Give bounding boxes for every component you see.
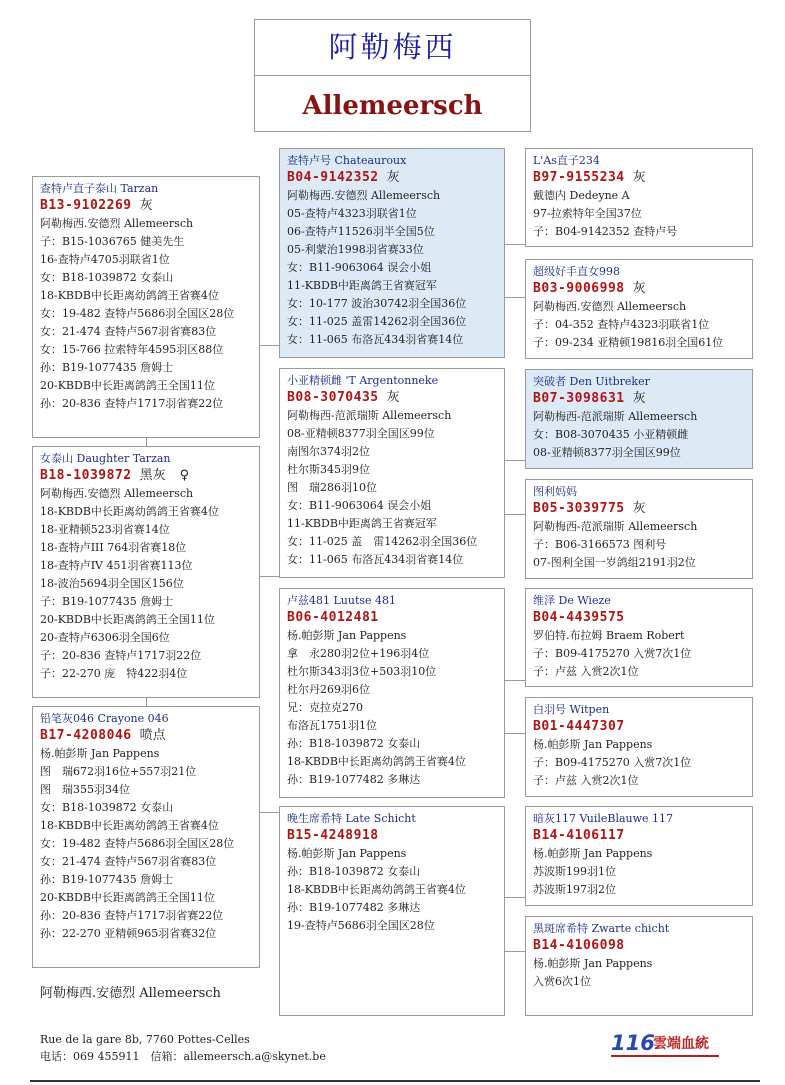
result-line: 孙：B19-1077435 詹姆士 bbox=[40, 873, 174, 886]
pigeon-card-dam bbox=[279, 368, 505, 578]
result-line: 杜尔丹269羽6位 bbox=[287, 683, 370, 696]
connector-line bbox=[146, 697, 147, 706]
result-line: 阿勒梅西.安德烈 Allemeersch bbox=[533, 300, 687, 313]
connector-line bbox=[504, 514, 526, 515]
result-line: 女：B11-9063064 误会小姐 bbox=[287, 261, 432, 274]
result-line: 11-KBDB中距离鸽王省赛冠军 bbox=[287, 517, 437, 530]
pigeon-name: 查特卢号 Chateauroux bbox=[287, 154, 407, 167]
bottom-rule bbox=[30, 1080, 760, 1082]
logo-underline bbox=[611, 1055, 719, 1057]
result-line: 孙：B19-1077435 詹姆士 bbox=[40, 361, 174, 374]
result-line: 女：B11-9063064 误会小姐 bbox=[287, 499, 432, 512]
connector-line bbox=[259, 345, 281, 346]
result-line: 女：B18-1039872 女泰山 bbox=[40, 801, 174, 814]
connector-line bbox=[504, 951, 526, 952]
result-line: 杨.帕彭斯 Jan Pappens bbox=[40, 747, 160, 760]
result-line: 18-KBDB中长距离幼鸽鸽王省赛4位 bbox=[287, 755, 466, 768]
result-line: 孙：B19-1077482 多琳达 bbox=[287, 773, 421, 786]
pigeon-name: 超级好手直女998 bbox=[533, 265, 620, 278]
pigeon-color: 灰 bbox=[632, 281, 646, 296]
pigeon-card-ggd-4 bbox=[525, 916, 753, 1016]
pigeon-color: 黑灰 bbox=[139, 468, 166, 483]
pigeon-name: 白羽号 Witpen bbox=[533, 703, 610, 716]
result-line: 女：19-482 查特卢5686羽全国区28位 bbox=[40, 307, 235, 320]
result-line: 子：B19-1077435 詹姆士 bbox=[40, 595, 174, 608]
ring-number: B14-4106098 bbox=[533, 938, 625, 953]
ring-row bbox=[287, 609, 504, 627]
pigeon-card-gr-dam bbox=[279, 806, 505, 1016]
result-line: 杨.帕彭斯 Jan Pappens bbox=[287, 629, 407, 642]
result-line: 孙：B18-1039872 女泰山 bbox=[287, 865, 421, 878]
connector-line bbox=[259, 576, 281, 577]
pigeon-name: 暗灰117 VuileBlauwe 117 bbox=[533, 812, 674, 825]
connector-line bbox=[504, 460, 526, 461]
result-line: 女：21-474 查特卢567羽省赛83位 bbox=[40, 325, 217, 338]
connector-line bbox=[504, 244, 526, 245]
result-line: 阿勒梅西-范派瑞斯 Allemeersch bbox=[533, 410, 698, 423]
result-line: 兄：克拉克270 bbox=[287, 701, 363, 714]
result-line: 18-KBDB中长距离幼鸽鸽王省赛4位 bbox=[287, 883, 466, 896]
result-line: 杜尔斯345羽9位 bbox=[287, 463, 370, 476]
connector-line bbox=[259, 812, 281, 813]
pigeon-card-crayone bbox=[32, 706, 260, 968]
contact-block bbox=[40, 1031, 326, 1065]
connector-line bbox=[504, 733, 526, 734]
title-english: Allemeersch bbox=[302, 91, 483, 121]
result-line: 06-查特卢11526羽半全国5位 bbox=[287, 225, 435, 238]
result-line: 女：11-065 布洛瓦434羽省赛14位 bbox=[287, 333, 464, 346]
result-line: 16-查特卢4705羽联省1位 bbox=[40, 253, 170, 266]
ring-row bbox=[40, 467, 259, 485]
ring-row bbox=[533, 390, 752, 408]
ring-number: B17-4208046 bbox=[40, 728, 132, 743]
pigeon-name: L'As直子234 bbox=[533, 154, 600, 167]
ring-row bbox=[533, 937, 752, 955]
logo-text: 雲端血統 bbox=[653, 1036, 709, 1052]
result-line: 子：04-352 查特卢4323羽联省1位 bbox=[533, 318, 710, 331]
result-line: 阿勒梅西.安德烈 Allemeersch bbox=[40, 217, 194, 230]
ring-number: B18-1039872 bbox=[40, 468, 132, 483]
ring-row bbox=[287, 169, 504, 187]
result-line: 子：卢兹 入赏2次1位 bbox=[533, 665, 639, 678]
result-line: 20-KBDB中长距离鸽鸽王全国11位 bbox=[40, 891, 215, 904]
pigeon-name: 维泽 De Wieze bbox=[533, 594, 611, 607]
title-box bbox=[254, 19, 531, 132]
pigeon-color: 喷点 bbox=[139, 728, 166, 743]
pigeon-card-ggs-4 bbox=[525, 806, 753, 906]
result-line: 罗伯特.布拉姆 Braem Robert bbox=[533, 629, 685, 642]
pigeon-card-ggs-3 bbox=[525, 588, 753, 687]
result-line: 子：B06-3166573 图利号 bbox=[533, 538, 667, 551]
ring-number: B06-4012481 bbox=[287, 610, 379, 625]
pigeon-color: 灰 bbox=[386, 390, 400, 405]
owner-name: 阿勒梅西.安德烈 Allemeersch bbox=[40, 986, 221, 1001]
pigeon-card-ggs-1 bbox=[525, 148, 753, 247]
result-line: 20-KBDB中长距离鸽鸽王全国11位 bbox=[40, 379, 215, 392]
result-line: 子：B04-9142352 查特卢号 bbox=[533, 225, 678, 238]
result-line: 孙：B19-1077482 多琳达 bbox=[287, 901, 421, 914]
result-line: 子：B09-4175270 入赏7次1位 bbox=[533, 647, 692, 660]
result-line: 18-KBDB中长距离幼鸽鸽王省赛4位 bbox=[40, 289, 219, 302]
pigeon-name: 女泰山 Daughter Tarzan bbox=[40, 452, 171, 465]
ring-row bbox=[533, 718, 752, 736]
logo bbox=[611, 1031, 723, 1057]
result-line: 女：11-065 布洛瓦434羽省赛14位 bbox=[287, 553, 464, 566]
result-line: 阿勒梅西-范派瑞斯 Allemeersch bbox=[287, 409, 452, 422]
result-line: 入赏6次1位 bbox=[533, 975, 591, 988]
result-line: 阿勒梅西.安德烈 Allemeersch bbox=[40, 487, 194, 500]
result-line: 杨.帕彭斯 Jan Pappens bbox=[533, 957, 653, 970]
result-line: 子：09-234 亚精顿19816羽全国61位 bbox=[533, 336, 724, 349]
result-line: 女：21-474 查特卢567羽省赛83位 bbox=[40, 855, 217, 868]
ring-row bbox=[533, 280, 752, 298]
pigeon-color: 灰 bbox=[632, 170, 646, 185]
pigeon-name: 小亚精顿雌 'T Argentonneke bbox=[287, 374, 439, 387]
result-line: 女：15-766 拉索特年4595羽区88位 bbox=[40, 343, 224, 356]
result-line: 女：11-025 盖雷14262羽全国36位 bbox=[287, 315, 467, 328]
result-line: 阿勒梅西-范派瑞斯 Allemeersch bbox=[533, 520, 698, 533]
result-line: 20-查特卢6306羽全国6位 bbox=[40, 631, 170, 644]
result-line: 孙：20-836 查特卢1717羽省赛22位 bbox=[40, 909, 224, 922]
result-line: 18-KBDB中长距离幼鸽鸽王省赛4位 bbox=[40, 819, 219, 832]
pigeon-card-ggs-2 bbox=[525, 369, 753, 469]
address: Rue de la gare 8b, 7760 Pottes-Celles bbox=[40, 1033, 250, 1046]
result-line: 18-查特卢IV 451羽省赛113位 bbox=[40, 559, 193, 572]
result-line: 孙：B18-1039872 女泰山 bbox=[287, 737, 421, 750]
result-line: 戴德内 Dedeyne A bbox=[533, 189, 630, 202]
ring-number: B04-4439575 bbox=[533, 610, 625, 625]
ring-number: B14-4106117 bbox=[533, 828, 625, 843]
logo-number: 116 bbox=[611, 1031, 655, 1055]
result-line: 05-利蒙治1998羽省赛33位 bbox=[287, 243, 424, 256]
result-line: 18-波治5694羽全国区156位 bbox=[40, 577, 184, 590]
connector-line bbox=[146, 437, 147, 446]
ring-row bbox=[533, 827, 752, 845]
pigeon-name: 晚生席希特 Late Schicht bbox=[287, 812, 416, 825]
sex-symbol: ♀ bbox=[179, 468, 190, 483]
pigeon-card-ggd-2 bbox=[525, 479, 753, 579]
ring-number: B08-3070435 bbox=[287, 390, 379, 405]
pigeon-name: 突破者 Den Uitbreker bbox=[533, 375, 650, 388]
pigeon-card-ggd-1 bbox=[525, 259, 753, 359]
result-line: 07-图利全国一岁鸽组2191羽2位 bbox=[533, 556, 696, 569]
ring-number: B15-4248918 bbox=[287, 828, 379, 843]
result-line: 图 瑞355羽34位 bbox=[40, 783, 130, 796]
result-line: 女：10-177 波治30742羽全国36位 bbox=[287, 297, 467, 310]
result-line: 阿勒梅西.安德烈 Allemeersch bbox=[287, 189, 441, 202]
pigeon-name: 黑斑席希特 Zwarte chicht bbox=[533, 922, 670, 935]
ring-number: B97-9155234 bbox=[533, 170, 625, 185]
ring-number: B07-3098631 bbox=[533, 391, 625, 406]
result-line: 18-查特卢III 764羽省赛18位 bbox=[40, 541, 187, 554]
pigeon-name: 查特卢直子泰山 Tarzan bbox=[40, 182, 159, 195]
result-line: 子：卢兹 入赏2次1位 bbox=[533, 774, 639, 787]
result-line: 图 瑞286羽10位 bbox=[287, 481, 377, 494]
result-line: 杨.帕彭斯 Jan Pappens bbox=[533, 738, 653, 751]
pigeon-color: 灰 bbox=[632, 391, 646, 406]
result-line: 杨.帕彭斯 Jan Pappens bbox=[287, 847, 407, 860]
ring-row bbox=[287, 389, 504, 407]
result-line: 子：20-836 查特卢1717羽22位 bbox=[40, 649, 202, 662]
result-line: 05-查特卢4323羽联省1位 bbox=[287, 207, 417, 220]
connector-line bbox=[504, 297, 526, 298]
result-line: 女：19-482 查特卢5686羽全国区28位 bbox=[40, 837, 235, 850]
ring-number: B13-9102269 bbox=[40, 198, 132, 213]
title-chinese: 阿勒梅西 bbox=[255, 20, 530, 76]
ring-row bbox=[533, 500, 752, 518]
result-line: 南图尔374羽2位 bbox=[287, 445, 370, 458]
ring-row bbox=[533, 609, 752, 627]
result-line: 子：22-270 庞 特422羽4位 bbox=[40, 667, 188, 680]
result-line: 女：11-025 盖 雷14262羽全国36位 bbox=[287, 535, 478, 548]
result-line: 女：B18-1039872 女泰山 bbox=[40, 271, 174, 284]
result-line: 布洛瓦1751羽1位 bbox=[287, 719, 377, 732]
result-line: 20-KBDB中长距离鸽鸽王全国11位 bbox=[40, 613, 215, 626]
pigeon-name: 铅笔灰046 Crayone 046 bbox=[40, 712, 169, 725]
ring-row bbox=[533, 169, 752, 187]
pigeon-card-ggd-3 bbox=[525, 697, 753, 797]
pigeon-card-subject bbox=[32, 176, 260, 438]
result-line: 11-KBDB中距离鸽王省赛冠军 bbox=[287, 279, 437, 292]
result-line: 子：B09-4175270 入赏7次1位 bbox=[533, 756, 692, 769]
connector-line bbox=[504, 680, 526, 681]
result-line: 08-亚精顿8377羽全国区99位 bbox=[533, 446, 681, 459]
result-line: 孙：20-836 查特卢1717羽省赛22位 bbox=[40, 397, 224, 410]
result-line: 图 瑞672羽16位+557羽21位 bbox=[40, 765, 197, 778]
pigeon-color: 灰 bbox=[139, 198, 153, 213]
pigeon-card-dam-line bbox=[32, 446, 260, 698]
result-line: 子：B15-1036765 健美先生 bbox=[40, 235, 185, 248]
pigeon-card-sire bbox=[279, 148, 505, 358]
ring-number: B03-9006998 bbox=[533, 281, 625, 296]
ring-row bbox=[287, 827, 504, 845]
pigeon-name: 图利妈妈 bbox=[533, 485, 577, 498]
ring-number: B01-4447307 bbox=[533, 719, 625, 734]
result-line: 19-查特卢5686羽全国区28位 bbox=[287, 919, 435, 932]
connector-line bbox=[504, 897, 526, 898]
pigeon-color: 灰 bbox=[632, 501, 646, 516]
pigeon-name: 卢兹481 Luutse 481 bbox=[287, 594, 397, 607]
result-line: 苏波斯199羽1位 bbox=[533, 865, 616, 878]
ring-row bbox=[40, 727, 259, 745]
result-line: 苏波斯197羽2位 bbox=[533, 883, 616, 896]
pigeon-color: 灰 bbox=[386, 170, 400, 185]
result-line: 08-亚精顿8377羽全国区99位 bbox=[287, 427, 435, 440]
result-line: 孙：22-270 亚精顿965羽省赛32位 bbox=[40, 927, 217, 940]
result-line: 杨.帕彭斯 Jan Pappens bbox=[533, 847, 653, 860]
result-line: 97-拉索特年全国37位 bbox=[533, 207, 642, 220]
contact-info: 电话：069 455911 信箱：allemeersch.a@skynet.be bbox=[40, 1050, 326, 1063]
ring-number: B05-3039775 bbox=[533, 501, 625, 516]
result-line: 杜尔斯343羽3位+503羽10位 bbox=[287, 665, 437, 678]
ring-number: B04-9142352 bbox=[287, 170, 379, 185]
result-line: 女：B08-3070435 小亚精顿雌 bbox=[533, 428, 689, 441]
pigeon-card-gr-sire bbox=[279, 588, 505, 798]
result-line: 18-亚精顿523羽省赛14位 bbox=[40, 523, 170, 536]
ring-row bbox=[40, 197, 259, 215]
result-line: 18-KBDB中长距离幼鸽鸽王省赛4位 bbox=[40, 505, 219, 518]
result-line: 拿 永280羽2位+196羽4位 bbox=[287, 647, 430, 660]
